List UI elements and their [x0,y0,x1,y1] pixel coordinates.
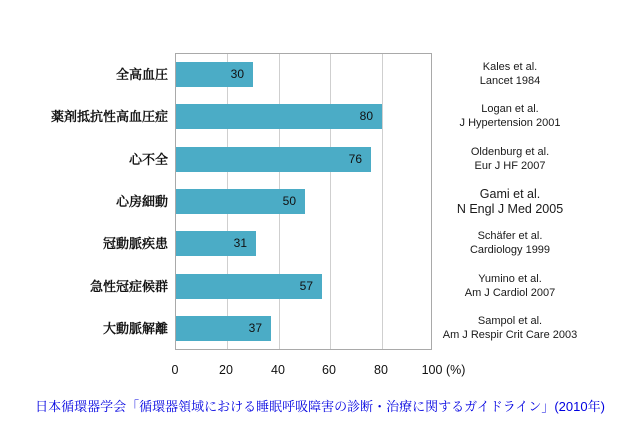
citation-journal: Eur J HF 2007 [474,159,546,172]
reference-citation [405,61,615,88]
bar [176,104,382,129]
reference-citation [405,103,615,130]
category-label: 薬剤抵抗性高血圧症 [50,109,168,124]
citation-journal: Am J Respir Crit Care 2003 [442,328,578,341]
category-label: 心房細動 [115,194,168,209]
citation-authors: Kales et al. [482,61,538,73]
bar [176,62,253,87]
reference-citation [405,315,615,342]
citation-authors: Logan et al. [481,103,539,115]
bar-value-label: 37 [248,321,262,335]
bar [176,274,322,299]
x-tick-label: 0 [171,363,179,377]
bar-value-label: 76 [348,152,362,166]
bar-value-label: 57 [299,279,313,293]
citation-journal: J Hypertension 2001 [459,116,561,129]
reference-citation [405,187,615,217]
x-tick-label: 60 [322,363,336,377]
category-label: 急性冠症候群 [89,279,168,294]
bar [176,189,305,214]
gridline-60 [330,54,331,349]
citation-journal: N Engl J Med 2005 [456,202,564,216]
x-tick-label: 100 [421,363,443,377]
bar-value-label: 80 [359,109,373,123]
bar-value-label: 50 [282,194,296,208]
citation-journal: Am J Cardiol 2007 [464,286,556,299]
reference-citation [405,273,615,300]
x-axis-unit-label: (%) [446,363,466,377]
bar [176,231,256,256]
citation-authors: Sampol et al. [477,315,543,327]
bar [176,147,371,172]
bar-value-label: 30 [230,67,244,81]
citation-journal: Lancet 1984 [479,74,541,87]
reference-citation [405,146,615,173]
category-label: 全高血圧 [115,67,168,82]
citation-authors: Oldenburg et al. [470,146,550,158]
citation-authors: Schäfer et al. [477,230,543,242]
bar [176,316,271,341]
chart-caption: 日本循環器学会「循環器領域における睡眠呼吸障害の診断・治療に関するガイドライン」(2010年) [35,399,605,414]
x-tick-label: 80 [374,363,388,377]
citation-authors: Gami et al. [479,187,541,201]
reference-citation [405,230,615,257]
category-label: 心不全 [128,152,168,167]
category-label: 大動脈解離 [102,321,168,336]
gridline-80 [382,54,383,349]
citation-journal: Cardiology 1999 [469,243,551,256]
bar-value-label: 31 [233,236,247,250]
category-label: 冠動脈疾患 [102,236,168,251]
x-tick-label: 40 [271,363,285,377]
x-tick-label: 20 [219,363,233,377]
citation-authors: Yumino et al. [478,273,542,285]
